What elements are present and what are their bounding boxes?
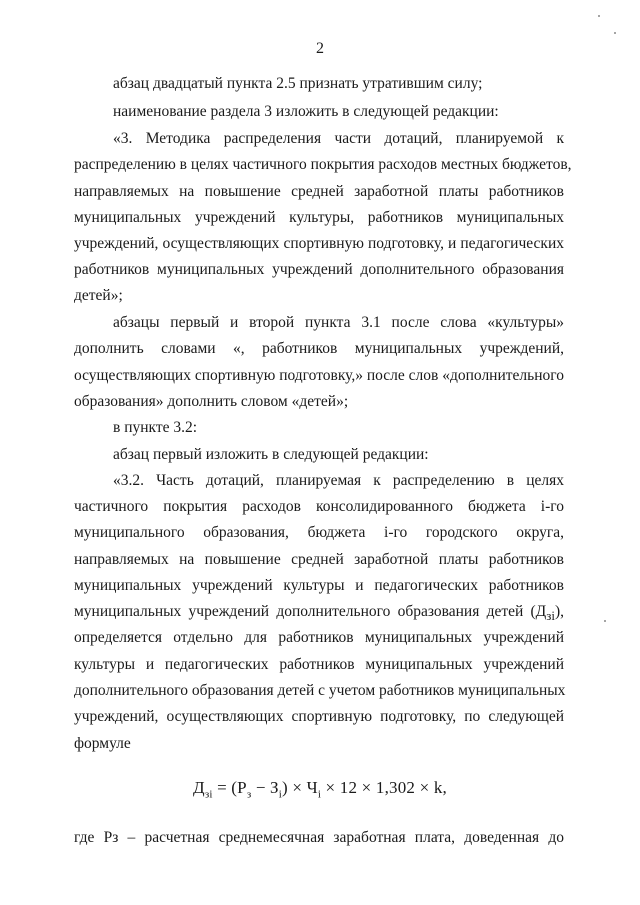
formula-subscript: i bbox=[317, 788, 322, 801]
text-line: учреждений, осуществляющих спортивную подготовку, по следующей bbox=[74, 708, 564, 725]
text-line: направляемых на повышение средней заработной платы работников bbox=[74, 551, 564, 568]
formula bbox=[0, 778, 640, 800]
text-line: распределению в целях частичного покрытия расходов местных бюджетов, bbox=[74, 156, 572, 173]
page-number: 2 bbox=[316, 40, 324, 57]
text-line: в пункте 3.2: bbox=[113, 419, 198, 436]
text-line: работников муниципальных учреждений дополнительного образования bbox=[74, 261, 564, 278]
text-line: осуществляющих спортивную подготовку,» после слов «дополнительного bbox=[74, 367, 564, 384]
text-line: направляемых на повышение средней заработной платы работников bbox=[74, 183, 564, 200]
formula-part: × 12 × 1,302 × k, bbox=[321, 778, 447, 797]
formula-subscript: з bbox=[246, 788, 252, 801]
text-line: учреждений, осуществляющих спортивную подготовку, и педагогических bbox=[74, 235, 564, 252]
formula-part: = (Р bbox=[212, 778, 247, 797]
text-line: абзацы первый и второй пункта 3.1 после слова «культуры» bbox=[113, 314, 564, 331]
text-line-part: ), bbox=[554, 603, 564, 620]
text-line-part: муниципальных учреждений дополнительного образования детей (Д bbox=[74, 603, 547, 620]
text-line: частичного покрытия расходов консолидированного бюджета i-го bbox=[74, 498, 564, 515]
text-line: определяется отдельно для работников муниципальных учреждений bbox=[74, 629, 564, 646]
text-line bbox=[74, 602, 564, 626]
formula-subscript: зi bbox=[204, 788, 213, 801]
text-line: где Рз – расчетная среднемесячная заработная плата, доведенная до bbox=[74, 829, 564, 846]
text-line: детей»; bbox=[74, 287, 123, 304]
text-line: муниципального образования, бюджета i-го городского округа, bbox=[74, 524, 564, 541]
formula-part: − З bbox=[251, 778, 279, 797]
formula-subscript: i bbox=[278, 788, 283, 801]
text-line: муниципальных учреждений культуры, работников муниципальных bbox=[74, 209, 564, 226]
scan-speck bbox=[598, 15, 600, 17]
scan-speck bbox=[604, 620, 606, 622]
text-line: образования» дополнить словом «детей»; bbox=[74, 393, 349, 410]
text-line: дополнить словами «, работников муниципальных учреждений, bbox=[74, 340, 564, 357]
text-line: «3. Методика распределения части дотаций, планируемой к bbox=[113, 130, 564, 147]
text-line: дополнительного образования детей с учетом работников муниципальных bbox=[74, 682, 566, 699]
scan-speck bbox=[614, 32, 616, 34]
text-line: муниципальных учреждений культуры и педагогических работников bbox=[74, 577, 564, 594]
formula-part: Д bbox=[193, 778, 205, 797]
text-line: абзац двадцатый пункта 2.5 признать утратившим силу; bbox=[113, 75, 483, 92]
text-line: «3.2. Часть дотаций, планируемая к распределению в целях bbox=[113, 472, 564, 489]
formula-part: ) × Ч bbox=[282, 778, 318, 797]
text-line: абзац первый изложить в следующей редакции: bbox=[113, 446, 429, 463]
text-line: формуле bbox=[74, 735, 131, 752]
subscript: зi bbox=[546, 608, 555, 624]
text-line: наименование раздела 3 изложить в следующей редакции: bbox=[113, 103, 499, 120]
text-line: культуры и педагогических работников муниципальных учреждений bbox=[74, 656, 564, 673]
